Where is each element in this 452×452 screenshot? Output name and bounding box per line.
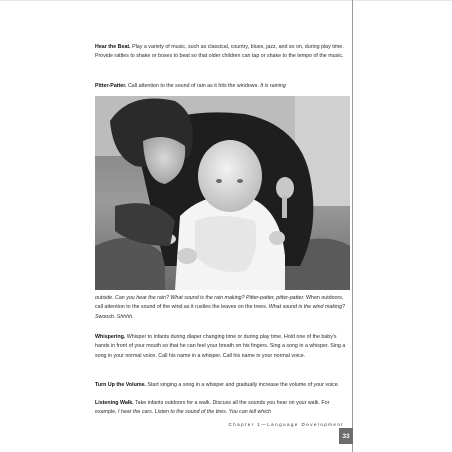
photo-illustration — [95, 96, 350, 290]
page-gutter-rule — [352, 0, 353, 452]
quote-pitter-patter-wind: What sound is the wind making? Swoosh. Shhhh. — [95, 304, 345, 320]
quote-pitter-patter-cont: outside. Can you hear the rain? What sound is the rain making? Pitter-patter, pitter-patter. — [95, 295, 305, 301]
page-number-badge: 33 — [339, 428, 353, 444]
paragraph-pitter-patter-start — [95, 82, 350, 91]
heading-whispering: Whispering. — [95, 334, 126, 340]
quote-listening-walk: I hear the cars. Listen to the sound of the tires. You can tell which — [117, 409, 271, 416]
heading-volume: Turn Up the Volume. — [95, 382, 147, 388]
heading-pitter-patter: Pitter-Patter. — [95, 83, 127, 89]
text-pitter-patter: Call attention to the sound of rain as it hits the windows. — [126, 83, 261, 89]
heading-listening-walk: Listening Walk. — [95, 400, 134, 406]
text-pitter-patter-2: When outdoors, call attention to the sound of the wind as it rustles the leaves on the trees. — [95, 295, 344, 311]
paragraph-listening-walk — [95, 399, 350, 418]
page-top-edge — [0, 0, 452, 1]
text-whispering: Whisper to infants during diaper changing time or during play time. Hold one of the baby's hands in front of your mouth so that he can feel your breath on his fingers. Sing a song in a whisper. Sing a song in your normal voice. Call his name in a whisper. Call his name in your normal voice. — [95, 334, 346, 359]
photo-caregiver-with-infant — [95, 96, 350, 290]
text-hear-the-beat: Play a variety of music, such as classical, country, blues, jazz, and so on, during play time. Provide rattles to shake or boxes to beat so that older children can tap or shake to the tempo of the music. — [95, 44, 344, 60]
paragraph-volume — [95, 381, 350, 390]
text-volume: Start singing a song in a whisper and gradually increase the volume of your voice. — [146, 382, 340, 388]
paragraph-hear-the-beat — [95, 43, 350, 62]
text-listening-walk: Take infants outdoors for a walk. Discuss all the sounds you hear on your walk. For example, — [95, 400, 330, 416]
quote-pitter-patter-start: It is raining — [260, 83, 286, 89]
paragraph-whispering — [95, 333, 350, 361]
heading-hear-the-beat: Hear the Beat. — [95, 44, 131, 50]
paragraph-pitter-patter-end — [95, 294, 350, 322]
chapter-footer: Chapter 1—Language Development — [228, 422, 344, 427]
